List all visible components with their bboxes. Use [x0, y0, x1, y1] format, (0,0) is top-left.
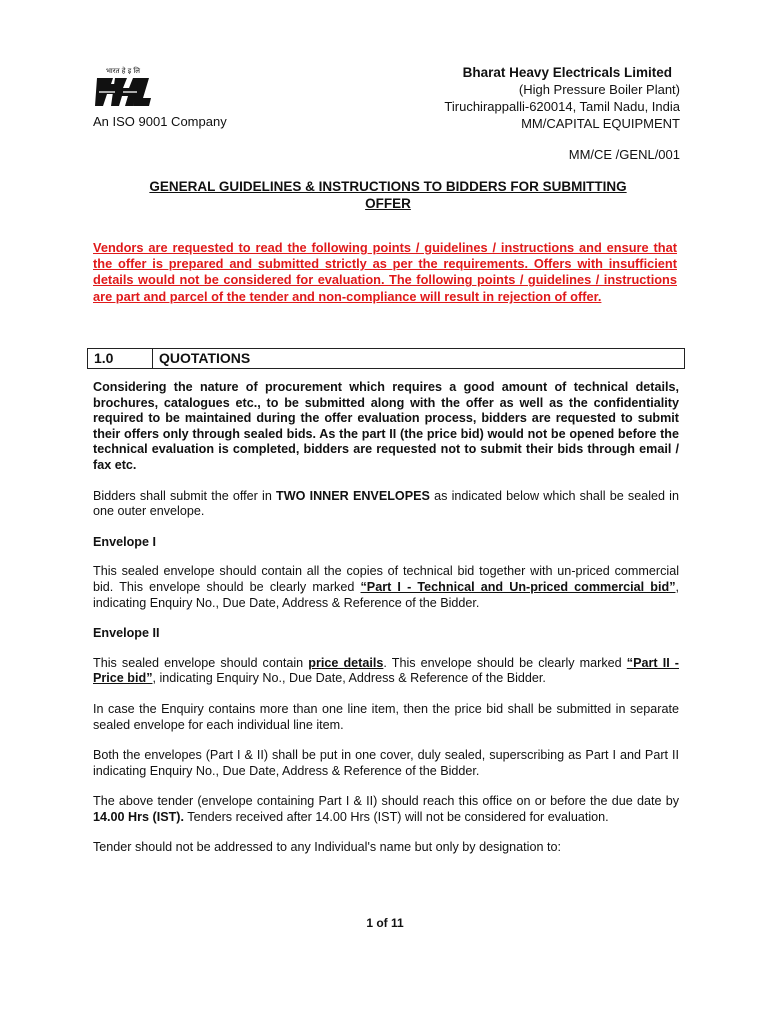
company-block [444, 64, 680, 132]
paragraph-envelope-1: This sealed envelope should contain all the copies of technical bid together with un-priced commercial bid. This envelope should be clearly marked “Part I - Technical and Un-priced commercial bid”, indicating Enquiry No., Due Date, Address & Reference of the Bidder. [93, 564, 679, 610]
section-body [93, 380, 679, 871]
document-title [93, 178, 683, 212]
title-line-2: OFFER [365, 196, 411, 211]
plant-name: (High Pressure Boiler Plant) [518, 82, 680, 97]
paragraph-addressing: Tender should not be addressed to any Individual's name but only by designation to: [93, 840, 561, 855]
logo-hindi-text: भारत हे इ लि [106, 67, 140, 75]
department-name: MM/CAPITAL EQUIPMENT [521, 116, 680, 131]
paragraph-line-items: In case the Enquiry contains more than one line item, then the price bid shall be submitted in separate sealed envelope for each individual line item. [93, 701, 679, 732]
page-number: 1 of 11 [366, 916, 404, 930]
envelope-2-heading: Envelope II [93, 626, 160, 641]
paragraph-envelope-2: This sealed envelope should contain price details. This envelope should be clearly marked “Part II - Price bid”, indicating Enquiry No., Due Date, Address & Reference of the Bidder. [93, 655, 679, 686]
section-number: 1.0 [88, 349, 153, 368]
paragraph-two-envelopes: Bidders shall submit the offer in TWO INNER ENVELOPES as indicated below which shall be sealed in one outer envelope. [93, 488, 679, 519]
company-name: Bharat Heavy Electricals Limited [462, 65, 672, 80]
iso-label: An ISO 9001 Company [93, 114, 227, 129]
notice-paragraph: Vendors are requested to read the following points / guidelines / instructions and ensure that the offer is prepared and submitted strictly as per the requirements. Offers with insufficient details would not be considered for evaluation. The following points / guidelines / instructions are part and parcel of the tender and non-compliance will result in rejection of offer. [93, 240, 677, 304]
section-header-quotations [87, 348, 685, 369]
section-label: QUOTATIONS [159, 350, 251, 366]
reference-number: MM/CE /GENL/001 [568, 147, 680, 162]
paragraph-cover: Both the envelopes (Part I & II) shall be put in one cover, duly sealed, superscribing as Part I and Part II indicating Enquiry No., Due Date, Address & Reference of the Bidder. [93, 748, 679, 778]
paragraph-due-date: The above tender (envelope containing Part I & II) should reach this office on or before the due date by 14.00 Hrs (IST). Tenders received after 14.00 Hrs (IST) will not be considered for evaluation. [93, 794, 679, 824]
bhel-logo [93, 64, 153, 108]
company-address: Tiruchirappalli-620014, Tamil Nadu, India [444, 99, 680, 114]
paragraph-sealed-bids: Considering the nature of procurement which requires a good amount of technical details, brochures, catalogues etc., to be submitted along with the offer as well as the confidentiality required to be maintained during the offer evaluation process, bidders are requested to submit their offers only through sealed bids. As the part II (the price bid) would not be opened before the technical evaluation is completed, bidders are requested not to submit their bids through email / fax etc. [93, 380, 679, 472]
title-line-1: GENERAL GUIDELINES & INSTRUCTIONS TO BIDDERS FOR SUBMITTING [149, 179, 627, 194]
envelope-1-heading: Envelope I [93, 534, 156, 549]
